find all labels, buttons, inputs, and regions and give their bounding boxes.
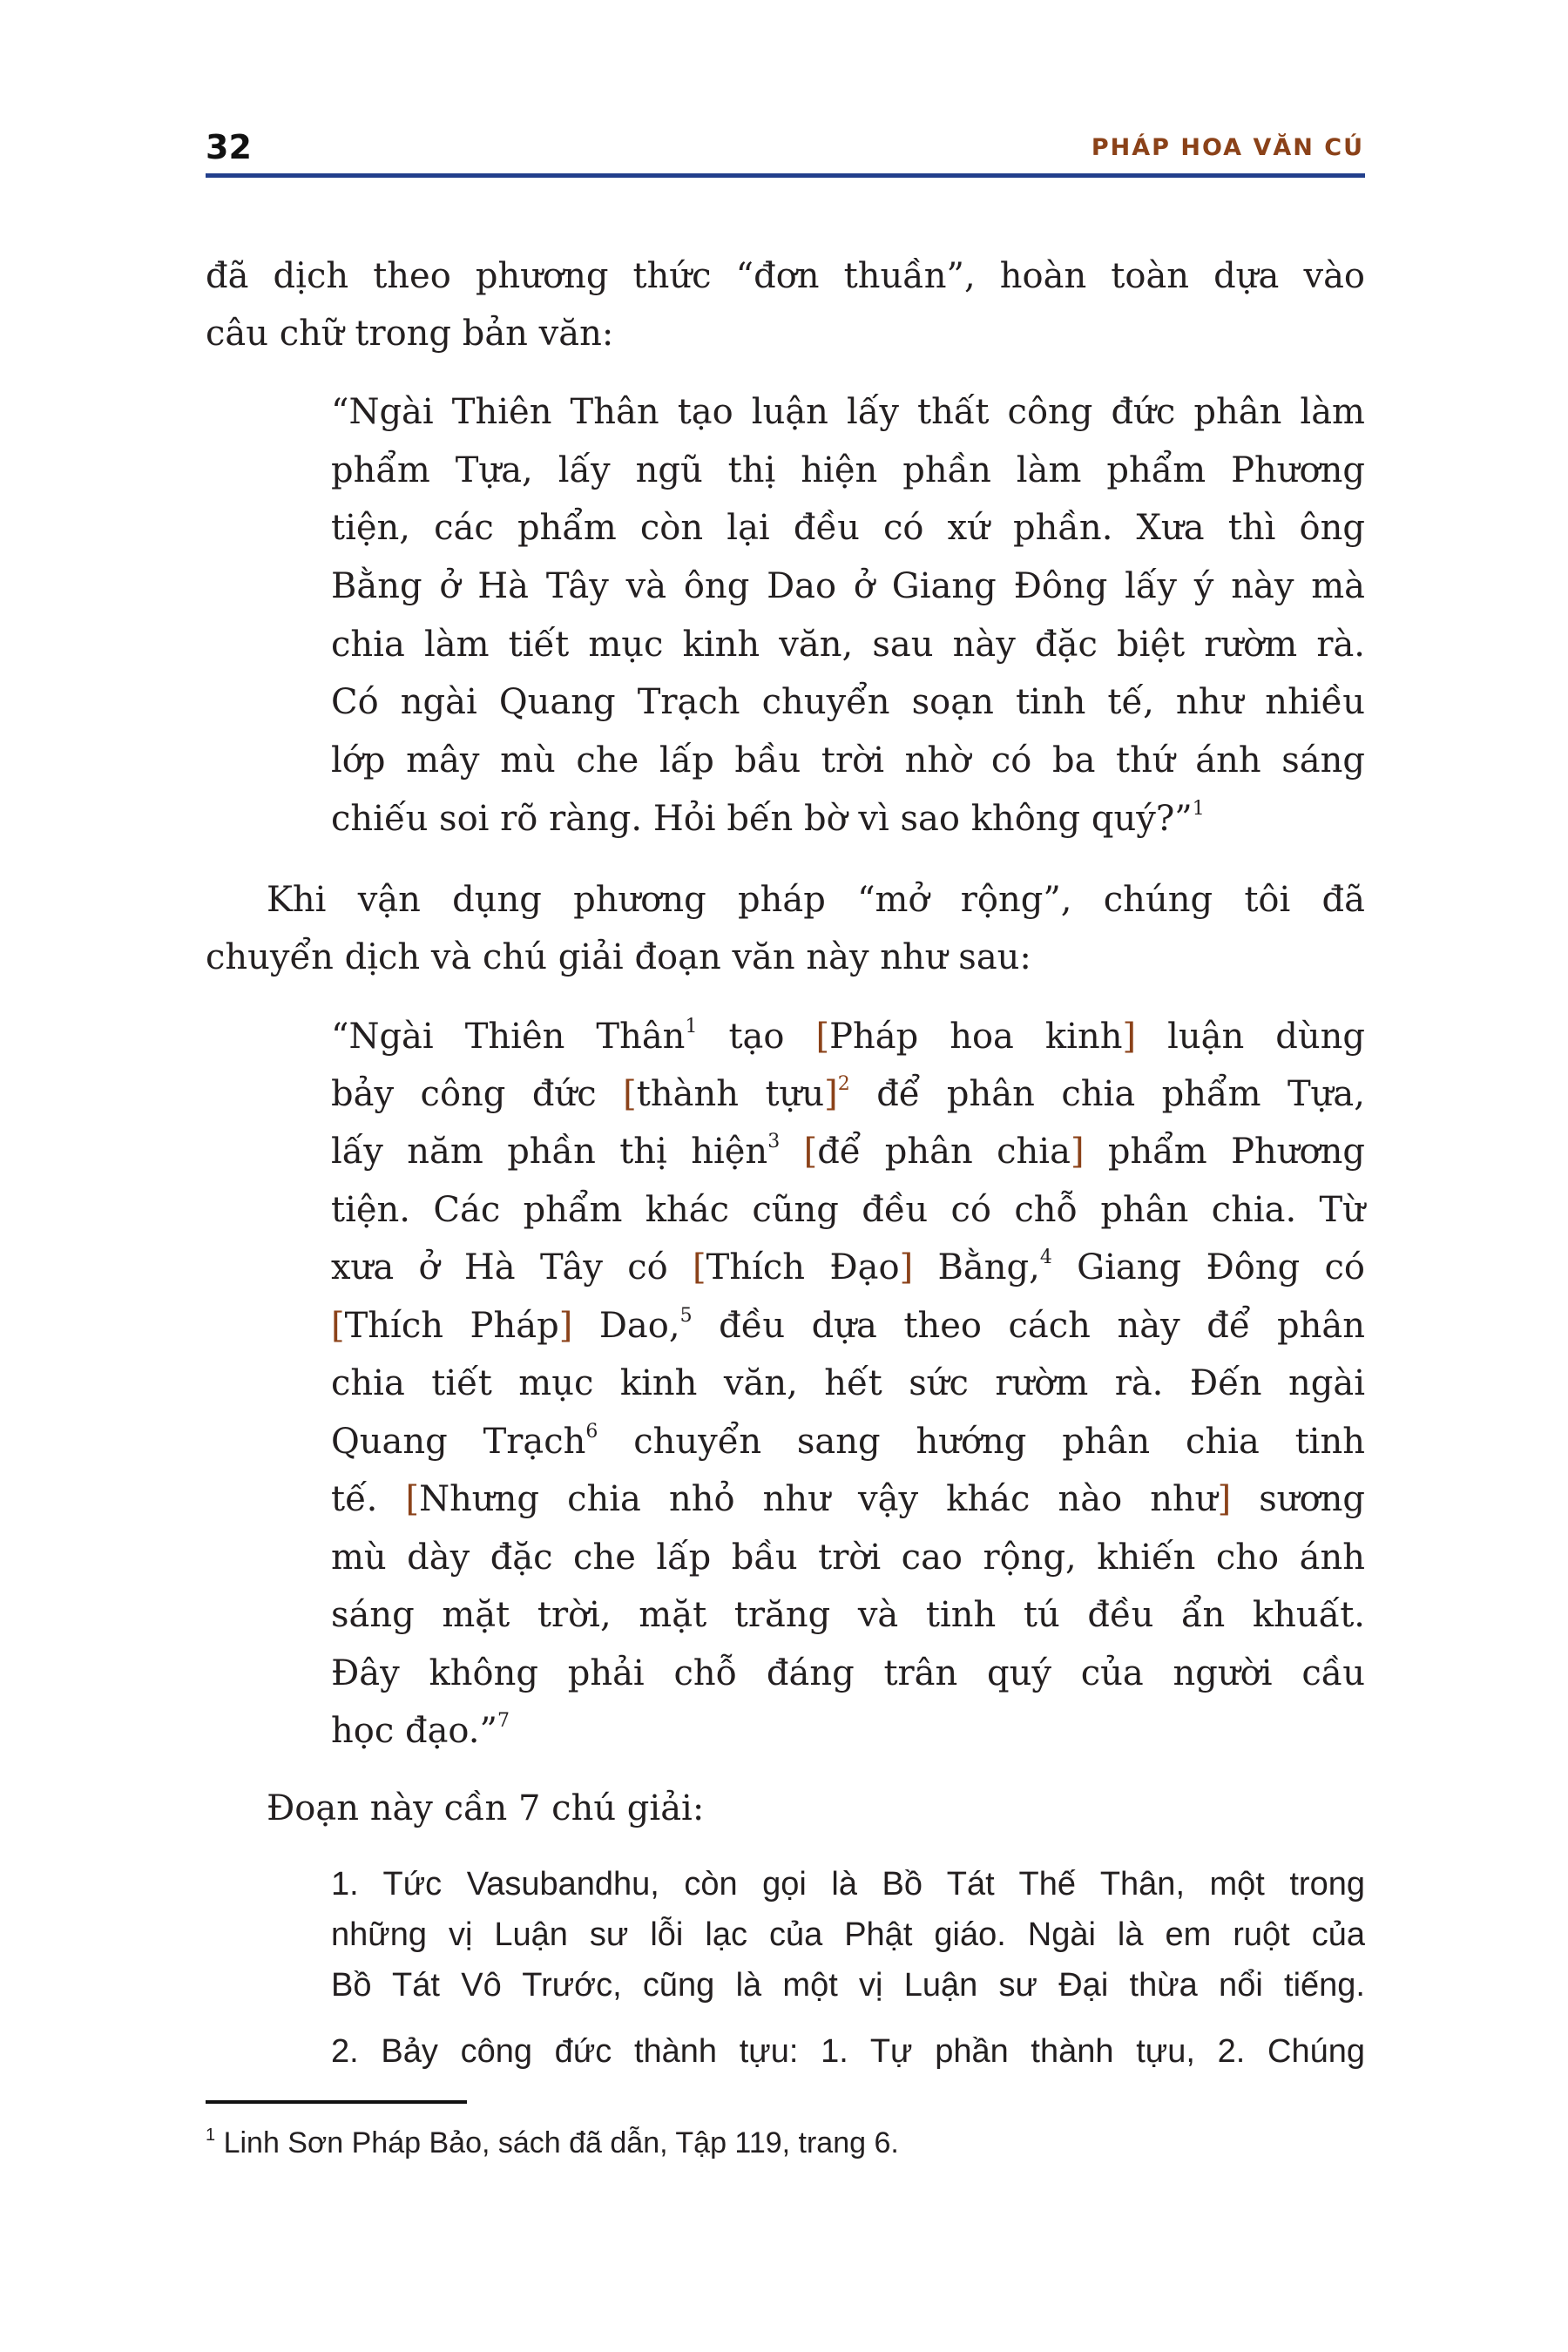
text: Quang Trạch — [331, 1422, 586, 1462]
header-rule — [206, 173, 1365, 178]
note-2-line: 2. Bảy công đức thành tựu: 1. Tự phần thành tựu, 2. Chúng — [331, 2033, 1365, 2070]
bracket-close: ] — [1070, 1132, 1085, 1172]
text: Giang Đông có — [1051, 1247, 1366, 1288]
quote-2-line — [331, 1243, 1365, 1292]
note-1-line: Bồ Tát Vô Trước, cũng là một vị Luận sư Đại thừa nổi tiếng. — [331, 1967, 1365, 2004]
quote-1-line: tiện, các phẩm còn lại đều có xứ phần. Xưa thì ông — [331, 508, 1365, 548]
note-1-line: 1. Tức Vasubandhu, còn gọi là Bồ Tát Thế Thân, một trong — [331, 1866, 1365, 1903]
footnote-number: 1 — [206, 2126, 216, 2145]
page-number: 32 — [206, 128, 252, 166]
quote-1-text: chiếu soi rõ ràng. Hỏi bến bờ vì sao không quý?” — [331, 799, 1193, 839]
quote-1-line: phẩm Tựa, lấy ngũ thị hiện phần làm phẩm Phương — [331, 450, 1365, 490]
text: “Ngài Thiên Thân — [331, 1017, 686, 1057]
quote-1-line: Có ngài Quang Trạch chuyển soạn tinh tế, như nhiều — [331, 682, 1365, 722]
text: tạo — [697, 1017, 816, 1057]
bracketed-text: Thích Pháp — [344, 1306, 559, 1346]
quote-2-line: sáng mặt trời, mặt trăng và tinh tú đều ẩn khuất. — [331, 1595, 1365, 1635]
quote-1-line: chia làm tiết mục kinh văn, sau này đặc biệt rườm rà. — [331, 625, 1365, 665]
text: phẩm Phương — [1084, 1132, 1365, 1172]
quote-1-line: Bằng ở Hà Tây và ông Dao ở Giang Đông lấy ý này mà — [331, 566, 1365, 606]
quote-2-line — [331, 1070, 1365, 1119]
bracket-open: [ — [803, 1132, 818, 1172]
text: luận dùng — [1136, 1017, 1366, 1057]
quote-1-line: “Ngài Thiên Thân tạo luận lấy thất công đức phân làm — [331, 392, 1365, 432]
bracketed-text: Pháp hoa kinh — [829, 1017, 1123, 1057]
paragraph-3: Đoạn này cần 7 chú giải: — [267, 1788, 705, 1828]
text: xưa ở Hà Tây có — [331, 1247, 693, 1288]
note-ref: 2 — [837, 1073, 850, 1095]
text: sương — [1231, 1479, 1366, 1519]
quote-2-line — [331, 1707, 510, 1755]
footnote-text: Linh Sơn Pháp Bảo, sách đã dẫn, Tập 119, trang 6. — [215, 2126, 899, 2159]
bracketed-text: để phân chia — [817, 1132, 1071, 1172]
quote-2-line — [331, 1475, 1365, 1524]
quote-2-line — [331, 1127, 1365, 1176]
quote-2-line — [331, 1417, 1365, 1466]
quote-1-line — [331, 794, 1205, 843]
text: Bằng, — [913, 1247, 1040, 1288]
footnote-rule — [206, 2100, 467, 2104]
bracket-open: [ — [623, 1074, 637, 1114]
note-ref: 1 — [685, 1016, 698, 1037]
paragraph-1-line: câu chữ trong bản văn: — [206, 314, 614, 354]
bracketed-text: thành tựu — [636, 1074, 825, 1114]
note-ref: 4 — [1039, 1247, 1052, 1268]
bracket-close: ] — [824, 1074, 838, 1114]
footnote — [206, 2124, 899, 2162]
note-ref: 6 — [585, 1421, 598, 1443]
bracket-open: [ — [815, 1017, 830, 1057]
bracketed-text: Nhưng chia nhỏ như vậy khác nào như — [419, 1479, 1218, 1519]
note-ref: 5 — [679, 1305, 693, 1327]
running-header-title: PHÁP HOA VĂN CÚ — [1091, 134, 1364, 161]
text: học đạo.” — [331, 1711, 497, 1751]
bracketed-text: Thích Đạo — [706, 1247, 900, 1288]
quote-2-line — [331, 1012, 1365, 1061]
bracket-close: ] — [558, 1306, 573, 1346]
text: bảy công đức — [331, 1074, 624, 1114]
quote-2-line: chia tiết mục kinh văn, hết sức rườm rà. Đến ngài — [331, 1363, 1365, 1403]
text: lấy năm phần thị hiện — [331, 1132, 768, 1172]
quote-2-line: tiện. Các phẩm khác cũng đều có chỗ phân chia. Từ — [331, 1190, 1365, 1230]
paragraph-2-line: chuyển dịch và chú giải đoạn văn này như sau: — [206, 937, 1031, 977]
bracket-open: [ — [331, 1306, 345, 1346]
note-ref: 3 — [767, 1131, 781, 1152]
quote-2-line: mù dày đặc che lấp bầu trời cao rộng, khiến cho ánh — [331, 1538, 1365, 1578]
text: để phân chia phẩm Tựa, — [849, 1074, 1365, 1114]
footnote-ref[interactable]: 1 — [1192, 798, 1205, 820]
text: đều dựa theo cách này để phân — [692, 1306, 1365, 1346]
text: tế. — [331, 1479, 406, 1519]
text: chuyển sang hướng phân chia tinh — [598, 1422, 1365, 1462]
text: Dao, — [572, 1306, 680, 1346]
quote-2-line: Đây không phải chỗ đáng trân quý của người cầu — [331, 1653, 1365, 1693]
bracket-open: [ — [693, 1247, 706, 1288]
note-1-line: những vị Luận sư lỗi lạc của Phật giáo. Ngài là em ruột của — [331, 1916, 1365, 1953]
quote-1-line: lớp mây mù che lấp bầu trời nhờ có ba thứ ánh sáng — [331, 740, 1365, 781]
quote-2-line — [331, 1301, 1365, 1350]
paragraph-1-line: đã dịch theo phương thức “đơn thuần”, hoàn toàn dựa vào — [206, 256, 1365, 296]
bracket-close: ] — [899, 1247, 914, 1288]
paragraph-2-line: Khi vận dụng phương pháp “mở rộng”, chúng tôi đã — [267, 880, 1365, 920]
bracket-open: [ — [405, 1479, 420, 1519]
bracket-close: ] — [1217, 1479, 1232, 1519]
note-ref: 7 — [497, 1710, 510, 1732]
bracket-close: ] — [1122, 1017, 1137, 1057]
